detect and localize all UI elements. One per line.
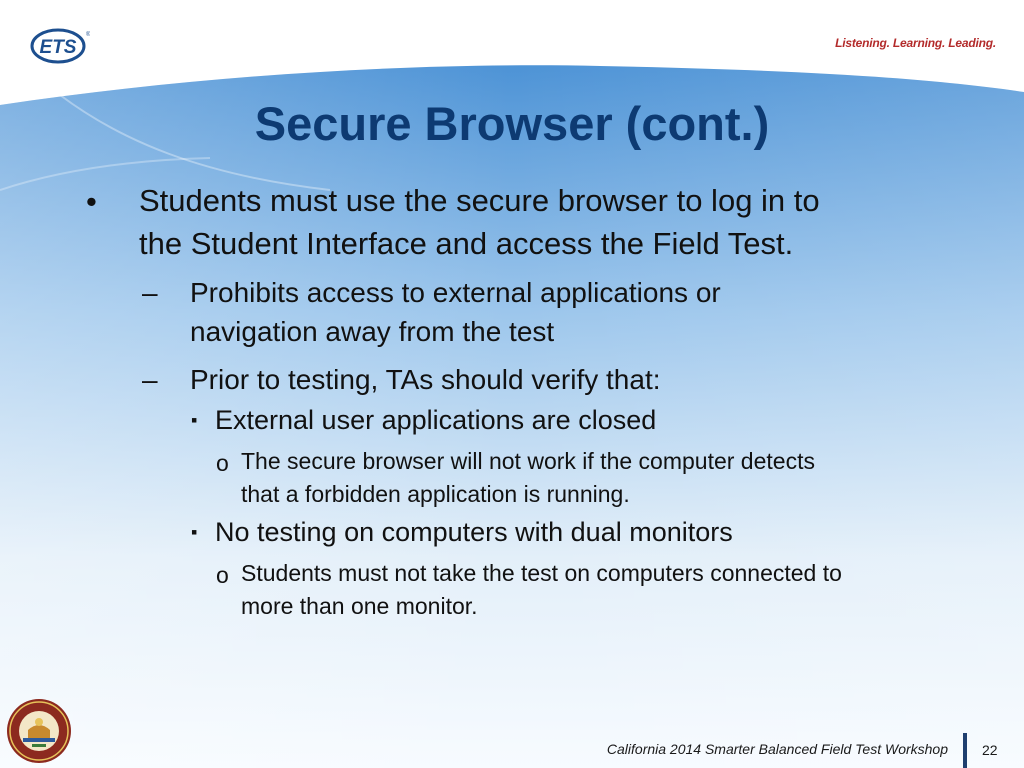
department-of-education-seal [6, 698, 72, 764]
slide-title: Secure Browser (cont.) [254, 97, 770, 150]
footer-caption: California 2014 Smarter Balanced Field Test Workshop [606, 741, 948, 757]
square-marker: ▪ [191, 410, 198, 430]
circle-marker: o [216, 450, 229, 476]
page-number: 22 [982, 742, 998, 758]
bullet-text: Students must use the secure browser to log in to [139, 183, 820, 218]
fourth-level-text: more than one monitor. [241, 593, 478, 619]
sub-bullet-text: Prohibits access to external applications or [190, 277, 721, 308]
dash-marker: – [142, 277, 158, 308]
circle-marker: o [216, 562, 229, 588]
svg-text:®: ® [86, 32, 90, 38]
bullet-marker: • [86, 184, 97, 219]
fourth-level-text: that a forbidden application is running. [241, 481, 630, 507]
third-level-text: No testing on computers with dual monitors [215, 517, 733, 547]
tagline: Listening. Learning. Leading. [835, 36, 996, 50]
footer-divider [963, 733, 967, 768]
fourth-level-text: Students must not take the test on computers connected to [241, 560, 842, 586]
svg-text:ETS: ETS [39, 37, 77, 58]
third-level-text: External user applications are closed [215, 405, 657, 435]
bullet-text: the Student Interface and access the Field Test. [139, 226, 794, 261]
sub-bullet-text: Prior to testing, TAs should verify that: [190, 364, 661, 395]
dash-marker: – [142, 364, 158, 395]
square-marker: ▪ [191, 522, 198, 542]
sub-bullet-text: navigation away from the test [190, 316, 555, 347]
fourth-level-text: The secure browser will not work if the computer detects [241, 448, 815, 474]
